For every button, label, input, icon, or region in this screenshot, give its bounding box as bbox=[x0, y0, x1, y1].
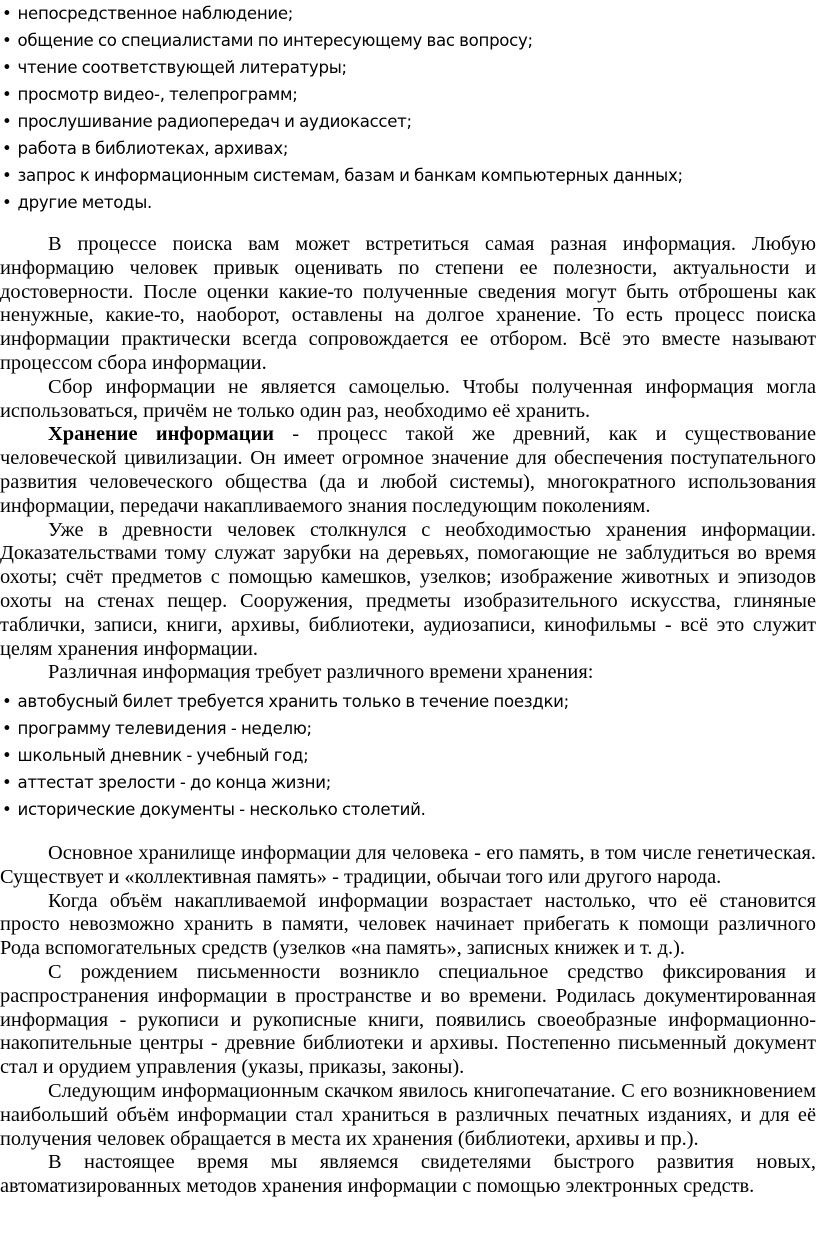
list-item: • школьный дневник - учебный год; bbox=[0, 742, 569, 769]
storage-duration-list bbox=[0, 688, 569, 823]
paragraph bbox=[0, 423, 816, 518]
list-item: • исторические документы - несколько столетий. bbox=[0, 796, 569, 823]
paragraph: Следующим информационным скачком явилось книгопечатание. С его возникновением наибольший объём информации стал храниться в различных печатных изданиях, и для её получения человек обращается в места их хранения (библиотеки, архивы и пр.). bbox=[0, 1079, 816, 1150]
list-item: • другие методы. bbox=[0, 189, 683, 216]
paragraph: В процессе поиска вам может встретиться самая разная информация. Любую информацию человек привык оценивать по степени ее полезности, актуальности и достоверности. После оценки какие-то полученные сведения могут быть отброшены как ненужные, какие-то, наоборот, оставлены на долгое хранение. То есть процесс поиска информации практически всегда сопровождается ее отбором. Всё это вместе называют процессом сбора информации. bbox=[0, 233, 816, 374]
info-gathering-methods-list bbox=[0, 0, 683, 216]
list-item: • работа в библиотеках, архивах; bbox=[0, 135, 683, 162]
paragraph: Различная информация требует различного времени хранения: bbox=[48, 661, 594, 684]
list-item: • чтение соответствующей литературы; bbox=[0, 54, 683, 81]
term-highlight: Хранение информации bbox=[48, 423, 274, 446]
paragraph: Уже в древности человек столкнулся с необходимостью хранения информации. Доказательствами тому служат зарубки на деревьях, помогающие не заблудиться во время охоты; счёт предметов с помощью камешков, узелков; изображение животных и эпизодов охоты на стенах пещер. Сооружения, предметы изобразительного искусства, глиняные таблички, записи, книги, архивы, библиотеки, аудиозаписи, кинофильмы - всё это служит целям хранения информации. bbox=[0, 518, 816, 660]
list-item: • запрос к информационным системам, базам и банкам компьютерных данных; bbox=[0, 162, 683, 189]
list-item: • аттестат зрелости - до конца жизни; bbox=[0, 769, 569, 796]
list-item: • общение со специалистами по интересующему вас вопросу; bbox=[0, 27, 683, 54]
paragraph: В настоящее время мы являемся свидетелями быстрого развития новых, автоматизированных методов хранения информации с помощью электронных средств. bbox=[0, 1151, 816, 1198]
paragraph: Сбор информации не является самоцелью. Чтобы полученная информация могла использоваться, причём не только один раз, необходимо её хранить. bbox=[0, 375, 816, 422]
paragraph: С рождением письменности возникло специальное средство фиксирования и распространения информации в пространстве и во времени. Родилась документированная информация - рукописи и рукописные книги, появились своеобразные информационно-накопительные центры - древние библиотеки и архивы. Постепенно письменный документ стал и орудием управления (указы, приказы, законы). bbox=[0, 960, 816, 1079]
text-block-storage-history bbox=[0, 842, 816, 1199]
list-item: • программу телевидения - неделю; bbox=[0, 715, 569, 742]
list-item: • непосредственное наблюдение; bbox=[0, 0, 683, 27]
list-item: • просмотр видео-, телепрограмм; bbox=[0, 81, 683, 108]
text-block-gathering-and-storage bbox=[0, 233, 816, 685]
paragraph-text: - процесс такой же древний, как и существование человеческой цивилизации. Он имеет огромное значение для обеспечения поступательного развития человеческого общества (да и любой системы), многократного использования информации, передачи накапливаемого знания последующим поколениям. bbox=[0, 423, 816, 517]
list-item: • прослушивание радиопередач и аудиокассет; bbox=[0, 108, 683, 135]
paragraph: Когда объём накапливаемой информации возрастает настолько, что её становится просто невозможно хранить в памяти, человек начинает прибегать к помощи различного Рода вспомогательных средств (узелков «на память», записных книжек и т. д.). bbox=[0, 889, 816, 960]
paragraph: Основное хранилище информации для человека - его память, в том числе генетическая. Существует и «коллективная память» - традиции, обычаи того или другого народа. bbox=[0, 842, 816, 888]
list-item: • автобусный билет требуется хранить только в течение поездки; bbox=[0, 688, 569, 715]
